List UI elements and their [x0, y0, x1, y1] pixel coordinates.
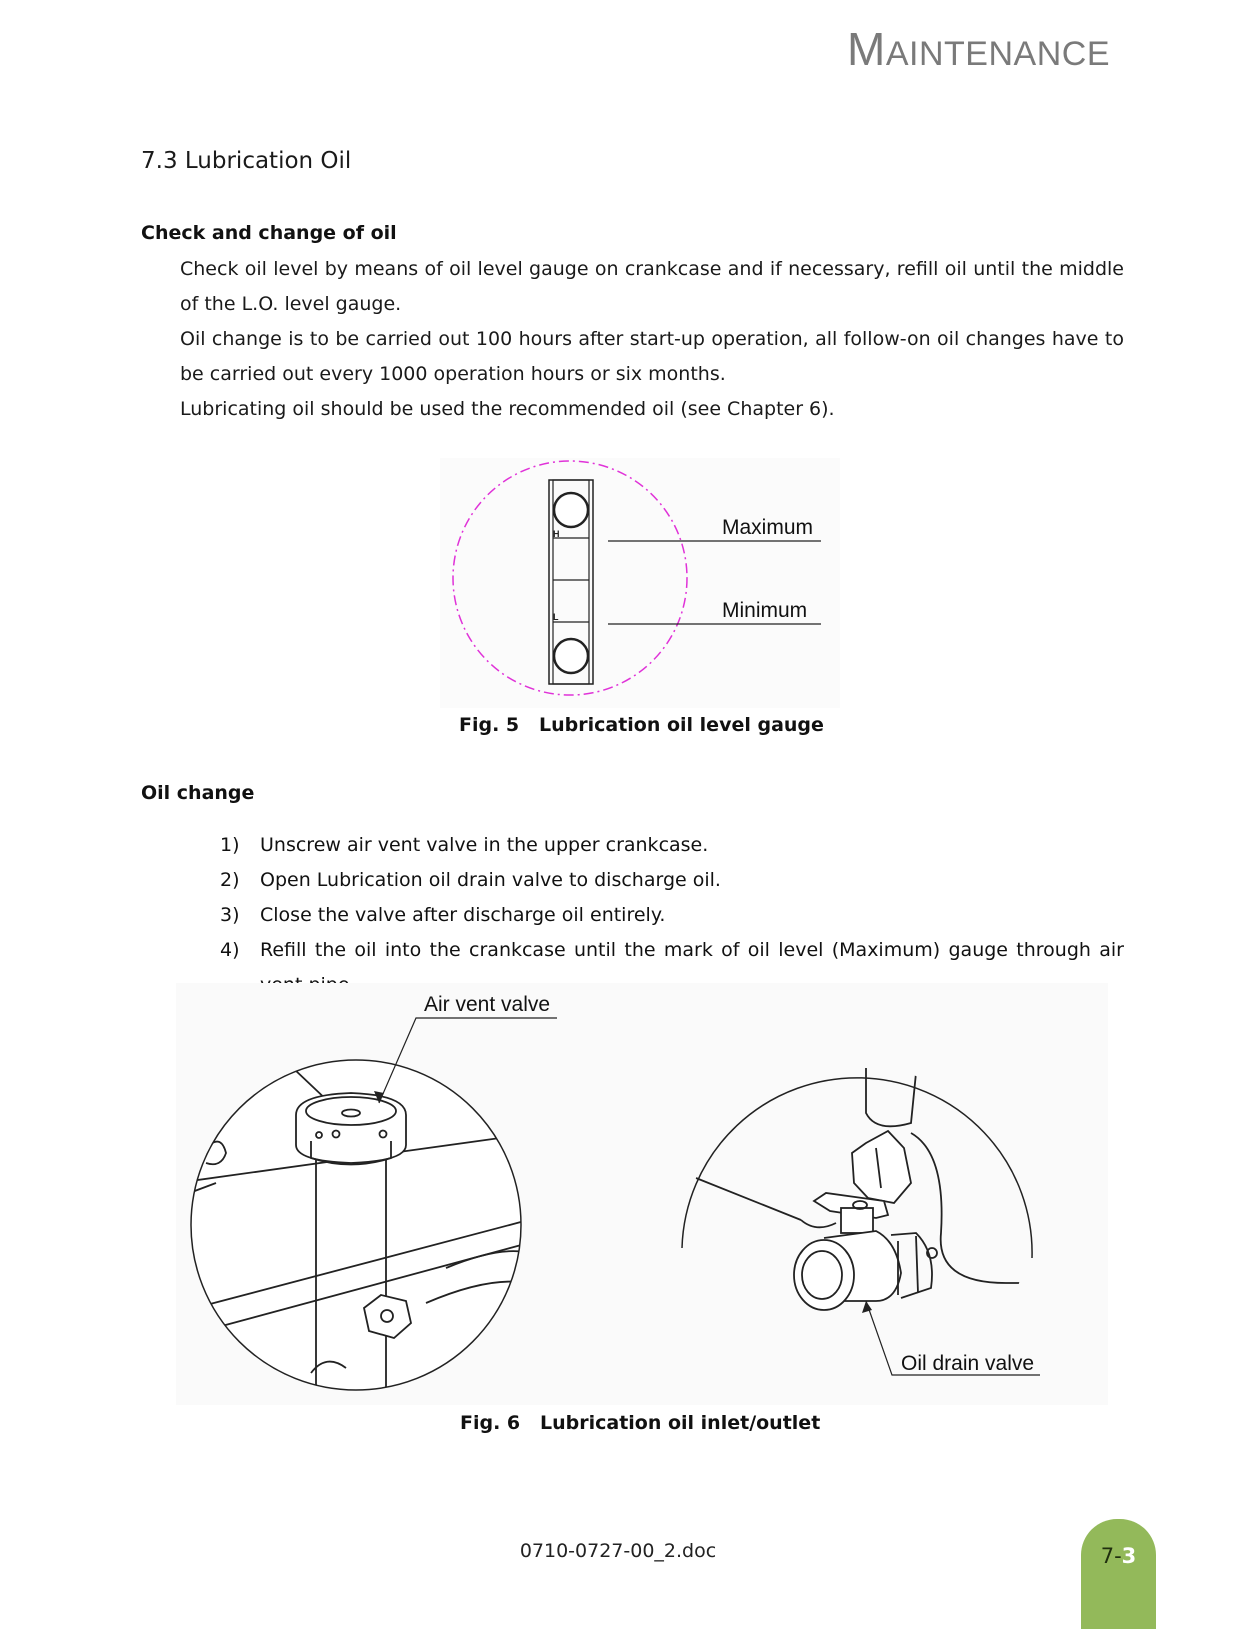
section-title: 7.3 Lubrication Oil: [141, 148, 352, 174]
check-change-heading: Check and change of oil: [141, 222, 397, 244]
page-number: [1081, 1544, 1156, 1568]
gauge-mark-l: L: [553, 612, 559, 622]
page-chapter-prefix: 7-: [1100, 1544, 1122, 1568]
figure-background: [440, 458, 840, 708]
step-number: 3): [220, 904, 240, 926]
header-initial: M: [847, 23, 886, 75]
check-paragraph-3: Lubricating oil should be used the recommended oil (see Chapter 6).: [180, 398, 835, 420]
label-oil-drain-valve: Oil drain valve: [901, 1352, 1035, 1375]
list-item: [220, 828, 1124, 863]
check-paragraph-2: Oil change is to be carried out 100 hours after start-up operation, all follow-on oil changes have to be carried out every 1000 operation hours or six months.: [180, 328, 1124, 385]
running-header: [847, 22, 1110, 76]
step-text: Unscrew air vent valve in the upper crankcase.: [260, 834, 709, 856]
page-current-number: 3: [1121, 1544, 1137, 1568]
check-paragraph-1: Check oil level by means of oil level gauge on crankcase and if necessary, refill oil until the middle of the L.O. level gauge.: [180, 258, 1124, 315]
fig5-caption: Fig. 5 Lubrication oil level gauge: [459, 714, 824, 736]
label-minimum: Minimum: [722, 599, 808, 622]
label-air-vent-valve: Air vent valve: [424, 993, 551, 1016]
fig6-caption: Fig. 6 Lubrication oil inlet/outlet: [460, 1412, 821, 1434]
oil-level-gauge-figure: [440, 458, 840, 708]
gauge-mark-h: H: [553, 529, 560, 539]
oil-change-steps: [220, 828, 1124, 1003]
label-maximum: Maximum: [722, 516, 814, 539]
list-item: [220, 898, 1124, 933]
step-text: Refill the oil into the crankcase until the mark of oil level (Maximum) gauge through air: [260, 939, 1124, 961]
step-number: 1): [220, 834, 240, 856]
header-rest: AINTENANCE: [885, 35, 1110, 73]
check-paragraphs: [180, 252, 1124, 427]
step-number: 2): [220, 869, 240, 891]
step-text: Open Lubrication oil drain valve to discharge oil.: [260, 869, 721, 891]
step-number: 4): [220, 939, 240, 961]
oil-inlet-outlet-figure: [176, 983, 1108, 1405]
step-text: Close the valve after discharge oil entirely.: [260, 904, 666, 926]
footer-document-name: 0710-0727-00_2.doc: [519, 1540, 717, 1562]
oil-change-heading: Oil change: [141, 782, 255, 804]
list-item: [220, 863, 1124, 898]
page-number-tab: [1081, 1519, 1156, 1629]
